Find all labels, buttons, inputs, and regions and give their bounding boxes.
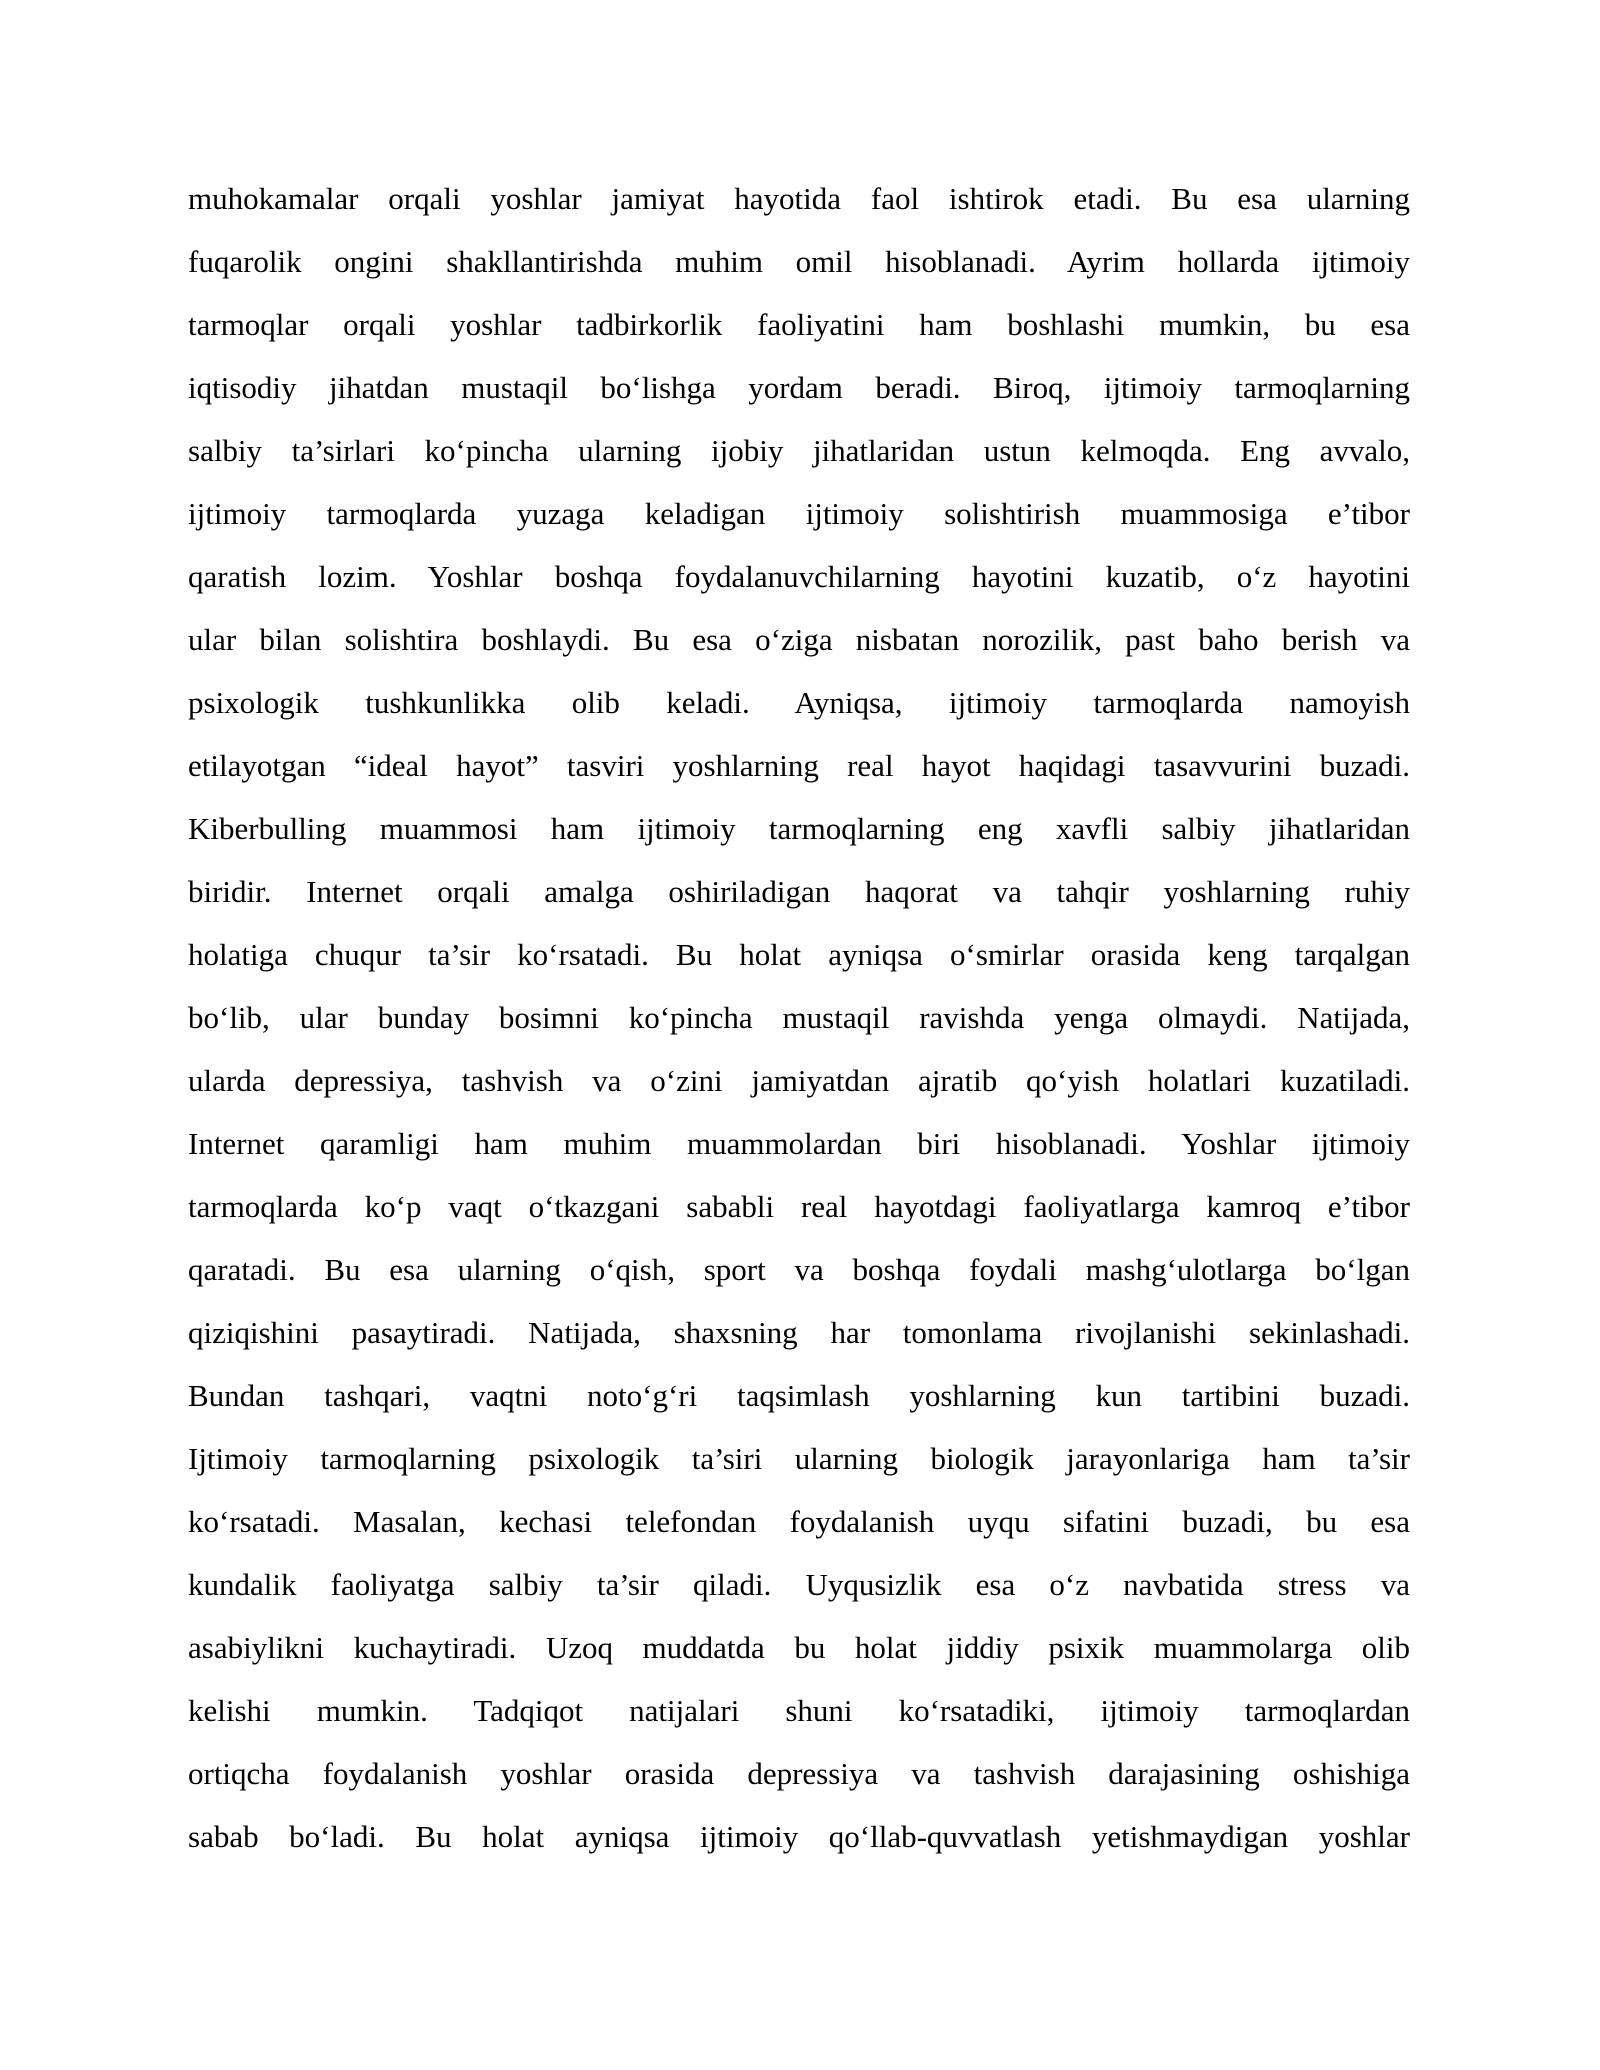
- text-line: bo‘lib, ular bunday bosimni ko‘pincha mustaqil ravishda yenga olmaydi. Natijada,: [188, 1000, 1410, 1035]
- body-text: [188, 167, 1410, 1868]
- text-line: asabiylikni kuchaytiradi. Uzoq muddatda bu holat jiddiy psixik muammolarga olib: [188, 1630, 1410, 1665]
- text-line: kelishi mumkin. Tadqiqot natijalari shuni ko‘rsatadiki, ijtimoiy tarmoqlardan: [188, 1693, 1410, 1728]
- text-line: Ijtimoiy tarmoqlarning psixologik ta’siri ularning biologik jarayonlariga ham ta’sir: [188, 1441, 1410, 1476]
- text-line: qaratish lozim. Yoshlar boshqa foydalanuvchilarning hayotini kuzatib, o‘z hayotini: [188, 559, 1410, 594]
- text-line: qiziqishini pasaytiradi. Natijada, shaxsning har tomonlama rivojlanishi sekinlashadi.: [188, 1315, 1410, 1350]
- text-line: salbiy ta’sirlari ko‘pincha ularning ijobiy jihatlaridan ustun kelmoqda. Eng avvalo,: [188, 433, 1410, 468]
- text-line: Internet qaramligi ham muhim muammolardan biri hisoblanadi. Yoshlar ijtimoiy: [188, 1126, 1410, 1161]
- text-line: holatiga chuqur ta’sir ko‘rsatadi. Bu holat ayniqsa o‘smirlar orasida keng tarqalgan: [188, 937, 1410, 972]
- text-line: Bundan tashqari, vaqtni noto‘g‘ri taqsimlash yoshlarning kun tartibini buzadi.: [188, 1378, 1410, 1413]
- text-line: fuqarolik ongini shakllantirishda muhim omil hisoblanadi. Ayrim hollarda ijtimoiy: [188, 244, 1410, 279]
- text-line: muhokamalar orqali yoshlar jamiyat hayotida faol ishtirok etadi. Bu esa ularning: [188, 181, 1410, 216]
- text-line: kundalik faoliyatga salbiy ta’sir qiladi. Uyqusizlik esa o‘z navbatida stress va: [188, 1567, 1410, 1602]
- text-line: ko‘rsatadi. Masalan, kechasi telefondan foydalanish uyqu sifatini buzadi, bu esa: [188, 1504, 1410, 1539]
- text-line: ular bilan solishtira boshlaydi. Bu esa o‘ziga nisbatan norozilik, past baho berish va: [188, 622, 1410, 657]
- text-line: etilayotgan “ideal hayot” tasviri yoshlarning real hayot haqidagi tasavvurini buzadi.: [188, 748, 1410, 783]
- text-line: Kiberbulling muammosi ham ijtimoiy tarmoqlarning eng xavfli salbiy jihatlaridan: [188, 811, 1410, 846]
- text-line: tarmoqlarda ko‘p vaqt o‘tkazgani sababli real hayotdagi faoliyatlarga kamroq e’tibor: [188, 1189, 1410, 1224]
- text-line: biridir. Internet orqali amalga oshiriladigan haqorat va tahqir yoshlarning ruhiy: [188, 874, 1410, 909]
- text-line: ortiqcha foydalanish yoshlar orasida depressiya va tashvish darajasining oshishiga: [188, 1756, 1410, 1791]
- text-line: tarmoqlar orqali yoshlar tadbirkorlik faoliyatini ham boshlashi mumkin, bu esa: [188, 307, 1410, 342]
- text-line: psixologik tushkunlikka olib keladi. Ayniqsa, ijtimoiy tarmoqlarda namoyish: [188, 685, 1410, 720]
- text-line: sabab bo‘ladi. Bu holat ayniqsa ijtimoiy qo‘llab-quvvatlash yetishmaydigan yoshlar: [188, 1819, 1410, 1854]
- text-line: iqtisodiy jihatdan mustaqil bo‘lishga yordam beradi. Biroq, ijtimoiy tarmoqlarning: [188, 370, 1410, 405]
- text-line: ijtimoiy tarmoqlarda yuzaga keladigan ijtimoiy solishtirish muammosiga e’tibor: [188, 496, 1410, 531]
- text-line: qaratadi. Bu esa ularning o‘qish, sport va boshqa foydali mashg‘ulotlarga bo‘lgan: [188, 1252, 1410, 1287]
- text-line: ularda depressiya, tashvish va o‘zini jamiyatdan ajratib qo‘yish holatlari kuzatiladi.: [188, 1063, 1410, 1098]
